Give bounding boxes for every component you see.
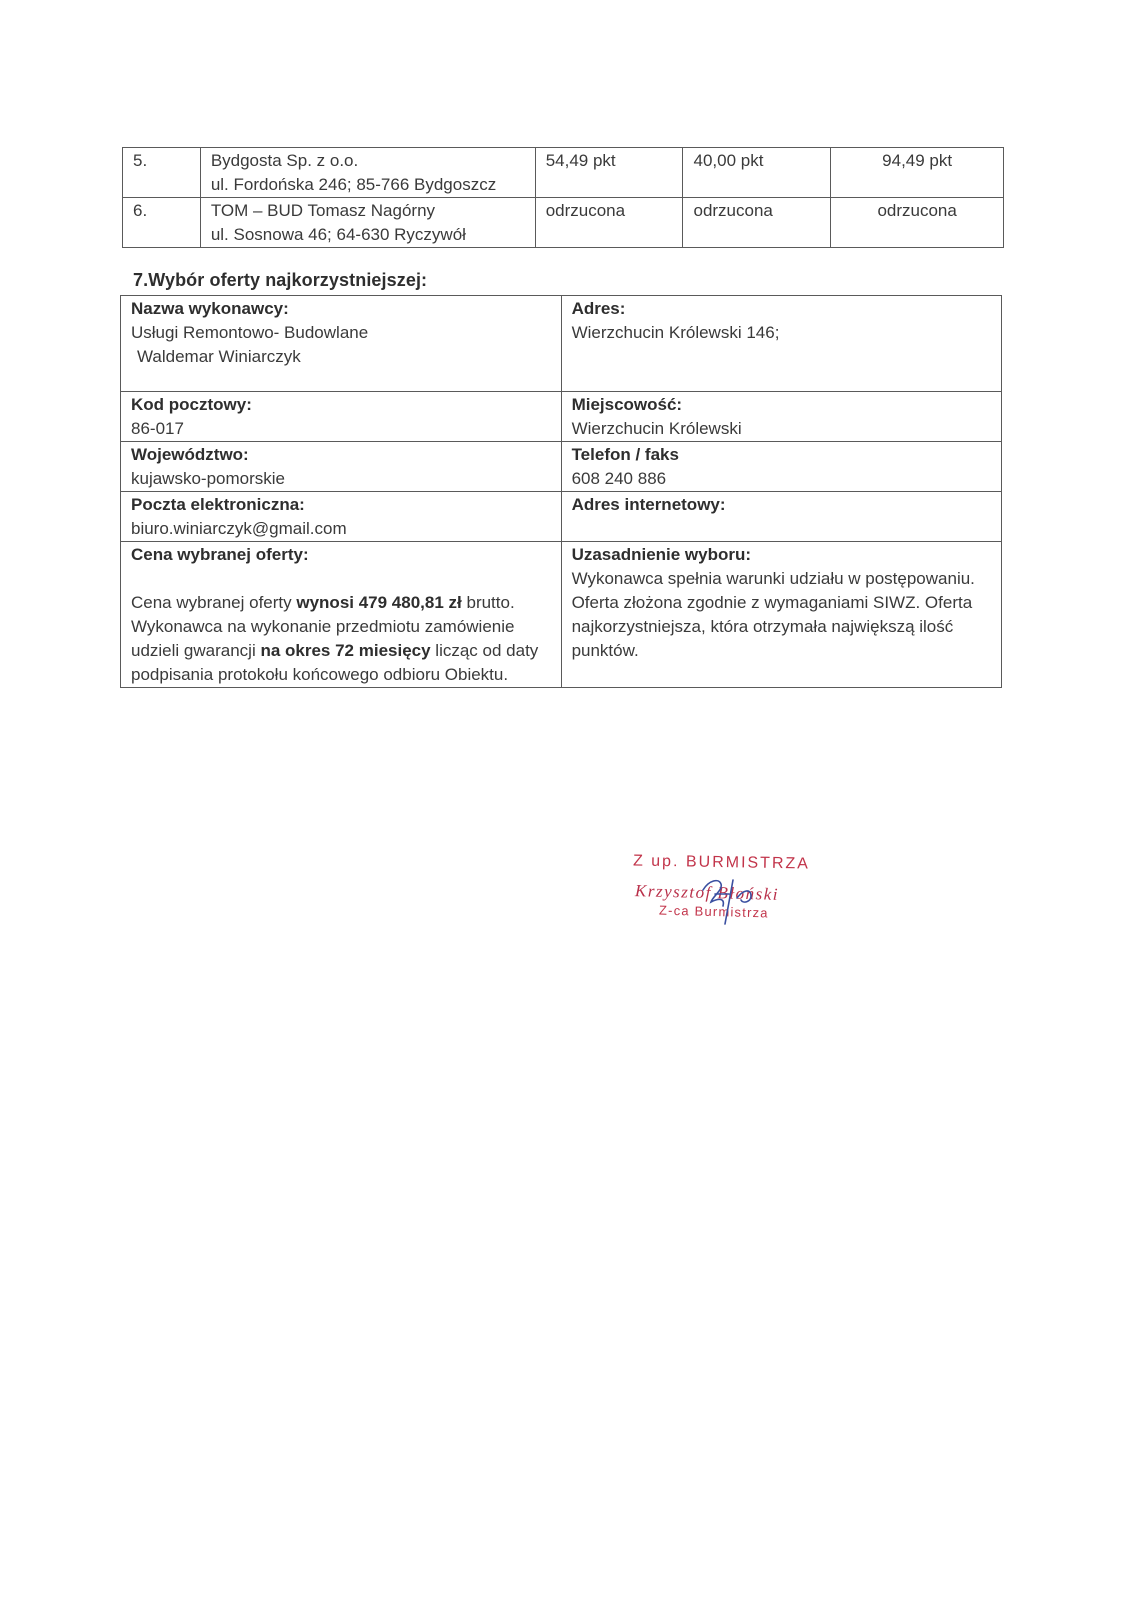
address-value: Wierzchucin Królewski 146; <box>571 323 780 342</box>
email-value: biuro.winiarczyk@gmail.com <box>131 519 347 538</box>
price-points-text: 54,49 pkt <box>545 151 616 170</box>
contractor-name-line2: Waldemar Winiarczyk <box>137 347 301 366</box>
table-row <box>121 542 1002 688</box>
table-row <box>121 296 1002 392</box>
price-spacer <box>131 567 551 591</box>
postcode-cell <box>121 392 562 442</box>
email-label: Poczta elektroniczna: <box>131 495 305 514</box>
warranty-points-text: 40,00 pkt <box>693 151 764 170</box>
price-points-text: odrzucona <box>545 201 626 220</box>
firm-address: ul. Sosnowa 46; 64-630 Ryczywół <box>210 225 466 244</box>
stamp-line2: Krzysztof Błoński <box>634 881 780 904</box>
phone-value: 608 240 886 <box>571 469 667 488</box>
section-title: 7.Wybór oferty najkorzystniejszej: <box>133 270 428 290</box>
warranty-text-a: udzieli gwarancji <box>131 641 261 660</box>
table-row <box>121 442 1002 492</box>
total-points-text: 94,49 pkt <box>882 151 953 170</box>
justification-label: Uzasadnienie wyboru: <box>571 545 752 564</box>
offer-number-text: 5. <box>133 151 148 170</box>
table-row <box>123 198 1004 248</box>
offer-number <box>123 148 201 198</box>
postcode-value: 86-017 <box>131 419 184 438</box>
warranty-text-c: licząc od daty <box>430 641 539 660</box>
price-points <box>535 198 683 248</box>
justification-line2: Oferta złożona zgodnie z wymaganiami SIWZ. Oferta <box>571 593 973 612</box>
price-amount: wynosi 479 480,81 zł <box>296 593 462 612</box>
offer-number-text: 6. <box>133 201 148 220</box>
firm-name: TOM – BUD Tomasz Nagórny <box>210 201 436 220</box>
justification-line3: najkorzystniejsza, która otrzymała największą ilość <box>571 617 954 636</box>
city-label: Miejscowość: <box>571 395 683 414</box>
voivodeship-value: kujawsko-pomorskie <box>131 469 285 488</box>
phone-label: Telefon / faks <box>571 445 679 464</box>
offers-table <box>122 147 1004 248</box>
warranty-period: na okres 72 miesięcy <box>260 641 431 660</box>
total-points <box>831 198 1004 248</box>
price-text-c: brutto. <box>461 593 515 612</box>
voivodeship-cell <box>121 442 562 492</box>
justification-cell <box>561 542 1001 688</box>
website-cell <box>561 492 1001 542</box>
total-points-text: odrzucona <box>877 201 957 220</box>
warranty-line2 <box>131 639 551 663</box>
official-stamp <box>625 848 825 938</box>
selected-offer-table <box>120 295 1002 688</box>
offer-number <box>123 198 201 248</box>
firm-address: ul. Fordońska 246; 85-766 Bydgoszcz <box>210 175 497 194</box>
justification-line4: punktów. <box>571 641 639 660</box>
warranty-points <box>683 198 831 248</box>
website-label: Adres internetowy: <box>571 495 726 514</box>
city-cell <box>561 392 1001 442</box>
phone-cell <box>561 442 1001 492</box>
offer-firm <box>200 198 535 248</box>
price-text-a: Cena wybranej oferty <box>131 593 297 612</box>
table-row <box>121 492 1002 542</box>
city-value: Wierzchucin Królewski <box>571 419 742 438</box>
table-row <box>123 148 1004 198</box>
justification-line1: Wykonawca spełnia warunki udziału w postępowaniu. <box>571 569 975 588</box>
offer-firm <box>200 148 535 198</box>
email-cell <box>121 492 562 542</box>
warranty-points <box>683 148 831 198</box>
address-cell <box>561 296 1001 392</box>
stamp-line1: Z up. BURMISTRZA <box>632 852 811 873</box>
contractor-name-line1: Usługi Remontowo- Budowlane <box>131 323 369 342</box>
contractor-name-cell <box>121 296 562 392</box>
price-points <box>535 148 683 198</box>
voivodeship-label: Województwo: <box>131 445 249 464</box>
warranty-line1: Wykonawca na wykonanie przedmiotu zamówienie <box>131 617 515 636</box>
firm-name: Bydgosta Sp. z o.o. <box>210 151 359 170</box>
stamp-line3: Z-ca Burmistrza <box>658 902 769 921</box>
postcode-label: Kod pocztowy: <box>131 395 252 414</box>
total-points <box>831 148 1004 198</box>
signature-icon <box>685 854 785 934</box>
price-cell <box>121 542 562 688</box>
warranty-line3: podpisania protokołu końcowego odbioru Obiektu. <box>131 665 509 684</box>
contractor-name-label: Nazwa wykonawcy: <box>131 299 289 318</box>
price-label: Cena wybranej oferty: <box>131 545 309 564</box>
warranty-points-text: odrzucona <box>693 201 773 220</box>
price-line <box>131 591 551 615</box>
address-label: Adres: <box>571 299 626 318</box>
table-row <box>121 392 1002 442</box>
